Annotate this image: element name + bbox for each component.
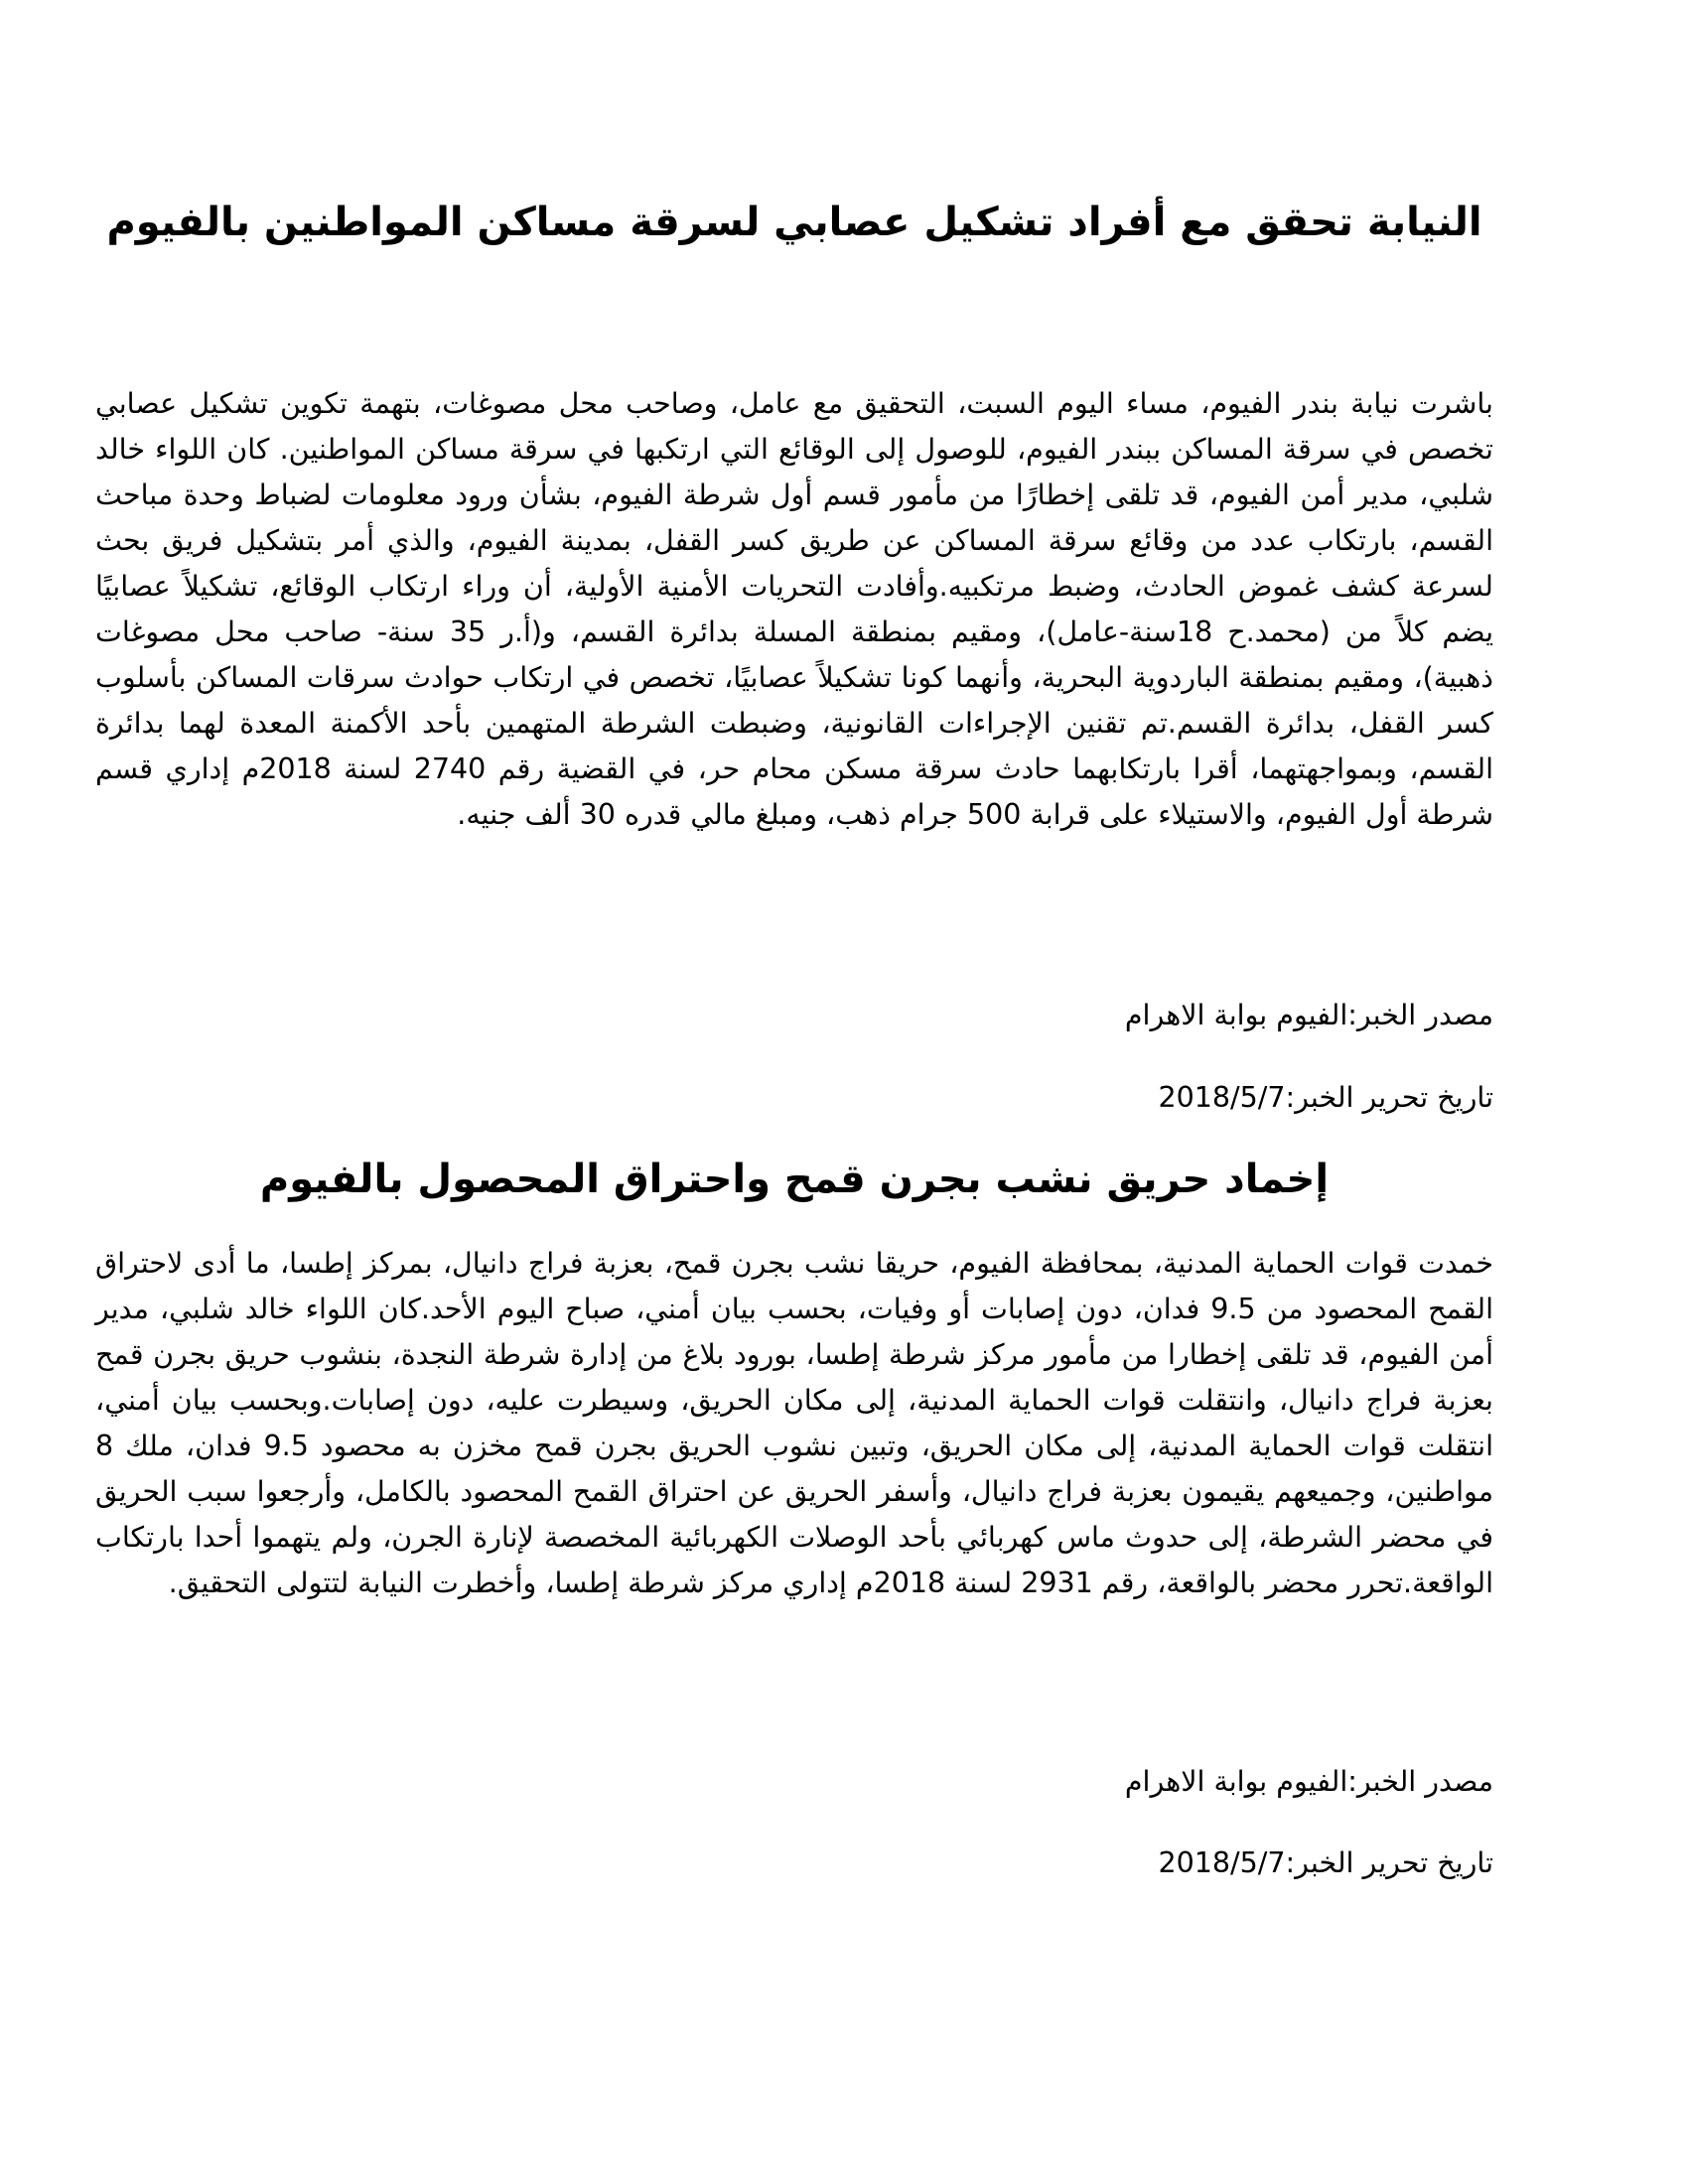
- news-date-value: 2018/5/7: [1158, 1081, 1286, 1114]
- article-body: باشرت نيابة بندر الفيوم، مساء اليوم السبت، التحقيق مع عامل، وصاحب محل مصوغات، بتهمة تكوين تشكيل عصابي تخصص في سرقة المساكن ببندر الفيوم، للوصول إلى الوقائع التي ارتكبها في سرقة مساكن المواطنين. كان اللواء خالد شلبي، مدير أمن الفيوم، قد تلقى إخطارًا من مأمور قسم أول شرطة الفيوم، بشأن ورود معلومات لضباط وحدة مباحث القسم، بارتكاب عدد من وقائع سرقة المساكن عن طريق كسر القفل، بمدينة الفيوم، والذي أمر بتشكيل فريق بحث لسرعة كشف غموض الحادث، وضبط مرتكبيه.وأفادت التحريات الأمنية الأولية، أن وراء ارتكاب الوقائع، تشكيلاً عصابيًا يضم كلاً من (محمد.ح 18سنة-عامل)، ومقيم بمنطقة المسلة بدائرة القسم، و(أ.ر 35 سنة- صاحب محل مصوغات ذهبية)، ومقيم بمنطقة الباردوية البحرية، وأنهما كونا تشكيلاً عصابيًا، تخصص في ارتكاب حوادث سرقات المساكن بأسلوب كسر القفل، بدائرة القسم.تم تقنين الإجراءات القانونية، وضبطت الشرطة المتهمين بأحد الأكمنة المعدة لهما بدائرة القسم، وبمواجهتهما، أقرا بارتكابهما حادث سرقة مسكن محام حر، في القضية رقم 2740 لسنة 2018م إداري قسم شرطة أول الفيوم، والاستيلاء على قرابة 500 جرام ذهب، ومبلغ مالي قدره 30 ألف جنيه.: [95, 387, 1493, 831]
- article-body: خمدت قوات الحماية المدنية، بمحافظة الفيوم، حريقا نشب بجرن قمح، بعزبة فراج دانيال، بمركز إطسا، ما أدى لاحتراق القمح المحصود من 9.5 فدان، دون إصابات أو وفيات، بحسب بيان أمني، صباح اليوم الأحد.كان اللواء خالد شلبي، مدير أمن الفيوم، قد تلقى إخطارا من مأمور مركز شرطة إطسا، بورود بلاغ من إدارة شرطة النجدة، بنشوب حريق بجرن قمح بعزبة فراج دانيال، وانتقلت قوات الحماية المدنية، إلى مكان الحريق، وسيطرت عليه، دون إصابات.وبحسب بيان أمني، انتقلت قوات الحماية المدنية، إلى مكان الحريق، وتبين نشوب الحريق بجرن قمح مخزن به محصود 9.5 فدان، ملك 8 مواطنين، وجميعهم يقيمون بعزبة فراج دانيال، وأسفر الحريق عن احتراق القمح المحصود بالكامل، وأرجعوا سبب الحريق في محضر الشرطة، إلى حدوث ماس كهربائي بأحد الوصلات الكهربائية المخصصة لإنارة الجرن، ولم يتهموا أحدا بارتكاب الواقعة.تحرر محضر بالواقعة، رقم 2931 لسنة 2018م إداري مركز شرطة إطسا، وأخطرت النيابة لتتولى التحقيق.: [95, 1247, 1493, 1599]
- news-date-label: تاريخ تحرير الخبر:: [1285, 1081, 1493, 1114]
- news-source-label: مصدر الخبر:: [1347, 999, 1493, 1031]
- article-title: النيابة تحقق مع أفراد تشكيل عصابي لسرقة مساكن المواطنين بالفيوم: [106, 200, 1482, 245]
- news-source-label: مصدر الخبر:: [1347, 1765, 1493, 1798]
- news-source-value: الفيوم بوابة الاهرام: [1124, 1765, 1348, 1798]
- article-title: إخماد حريق نشب بجرن قمح واحتراق المحصول بالفيوم: [259, 1157, 1330, 1202]
- news-date-value: 2018/5/7: [1158, 1846, 1286, 1879]
- news-source-value: الفيوم بوابة الاهرام: [1124, 999, 1348, 1031]
- news-date: [95, 1843, 1493, 1883]
- news-date-label: تاريخ تحرير الخبر:: [1285, 1846, 1493, 1879]
- article-2: [95, 0, 1493, 2184]
- news-source: [95, 1762, 1493, 1802]
